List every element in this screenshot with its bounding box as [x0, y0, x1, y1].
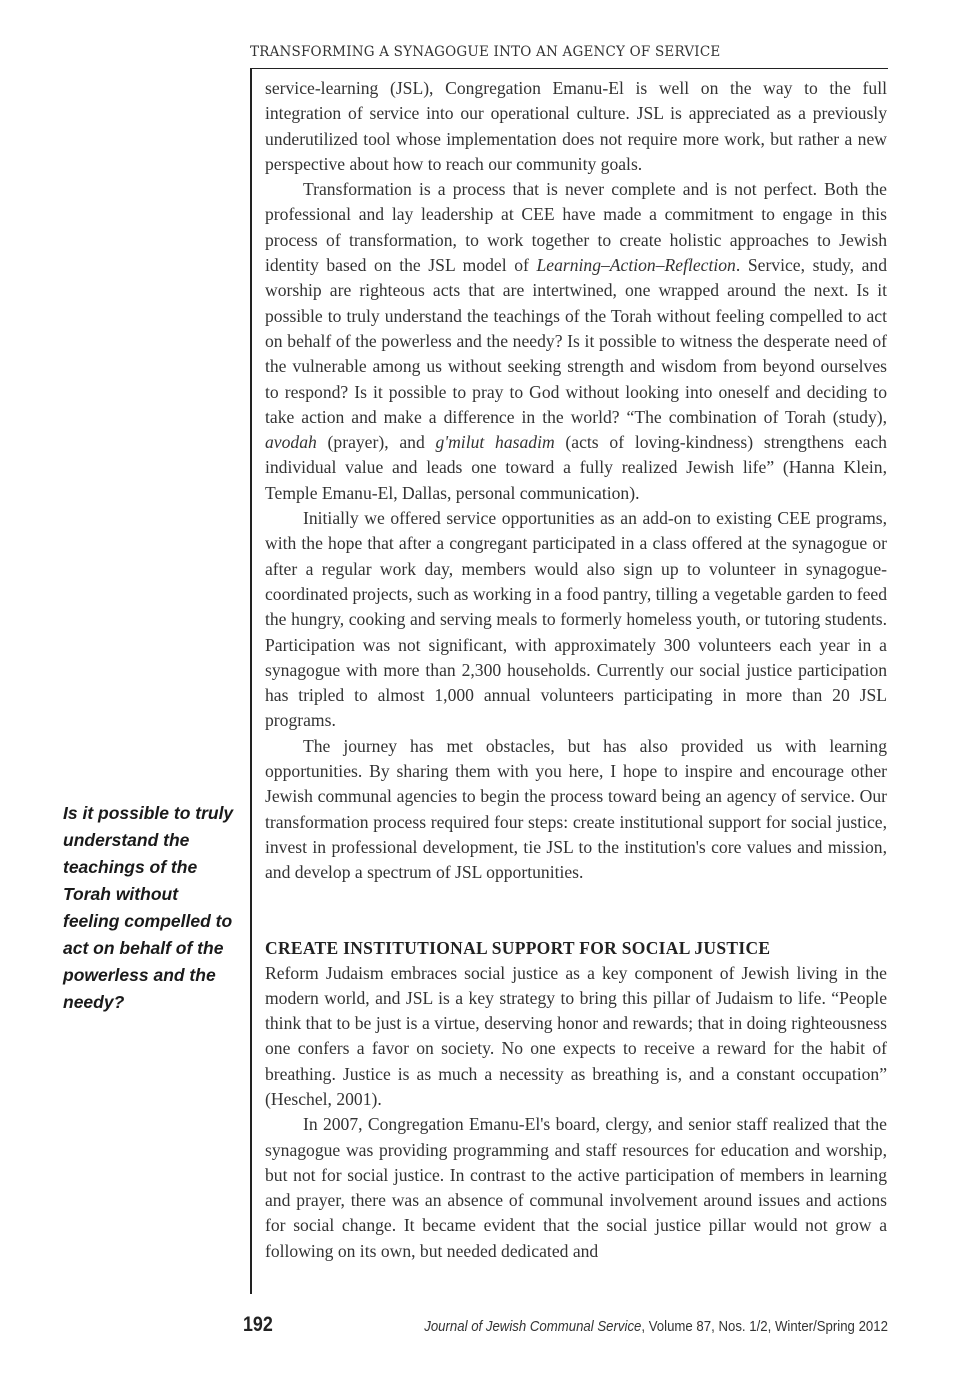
paragraph-2-text-g: (acts of loving-kindness) strengthens each individual value and leads one toward a fully realized Jewish life” (Hanna Klein, Temple Emanu-El, Dallas, personal communication). — [265, 432, 887, 503]
journal-citation — [424, 1318, 888, 1335]
paragraph-2-text-e: (prayer), and — [316, 432, 436, 453]
paragraph-1: service-learning (JSL), Congregation Emanu-El is well on the way to the full integration of service into our operational culture. JSL is appreciated as a previously underutilized tool whose implementation does not require more work, but rather a new perspective about how to reach our community goals. — [265, 78, 887, 174]
paragraph-5: Reform Judaism embraces social justice as a key component of Jewish living in the modern world, and JSL is a key strategy to bring this pillar of Judaism to life. “People think that to be just is a virtue, deserving honor and rewards; that in doing righteousness one confers a favor on society. No one expects to receive a reward for the habit of breathing. Justice is as much a necessity as breathing is, and a constant occupation” (Heschel, 2001). — [265, 962, 887, 1109]
header-rule — [250, 68, 888, 69]
paragraph-2-text-a: Transformation is a process that is never complete and is not perfect. Both the professional and lay leadership at CEE have made a commitment to engage in this process of transformation, to work together to create holistic approaches to Jewish identity based on the JSL model of — [265, 179, 887, 276]
term-gmilut-hasadim-italic: g'milut hasadim — [435, 432, 555, 453]
section-heading: CREATE INSTITUTIONAL SUPPORT FOR SOCIAL JUSTICE — [265, 937, 771, 958]
model-name-italic: Learning–Action–Reflection — [536, 255, 736, 276]
main-text-column — [265, 76, 887, 1264]
paragraph-2 — [265, 177, 887, 506]
paragraph-3: Initially we offered service opportunities as an add-on to existing CEE programs, with the hope that after a congregant participated in a class offered at the synagogue or after a regular work day, members would also sign up to volunteer in synagogue-coordinated projects, such as working in a food pantry, tilling a vegetable garden to feed the hungry, cooking and serving meals to formerly homeless youth, or tutoring students. Participation was not significant, with approximately 300 volunteers each year in a synagogue with more than 2,300 households. Currently our social justice participation has tripled to almost 1,000 annual volunteers participating in more than 20 JSL programs. — [265, 508, 887, 731]
paragraph-2-text-c: . Service, study, and worship are righteous acts that are intertwined, one wrapped around the next. Is it possible to truly understand the teachings of the Torah without feeling compelled to act on behalf of the powerless and the needy? Is it possible to witness the desperate need of the vulnerable among us without seeking strength and wisdom from beyond ourselves to respond? Is it possible to pray to God without looking into oneself and deciding to take action and make a difference in the world? “The combination of Torah (study), — [265, 255, 887, 427]
paragraph-4: The journey has met obstacles, but has also provided us with learning opportunities. By sharing them with you here, I hope to inspire and encourage other Jewish communal agencies to begin the process toward being an agency of service. Our transformation process required four steps: create institutional support for social justice, invest in professional development, tie JSL to the institution's core values and mission, and develop a spectrum of JSL opportunities. — [265, 735, 887, 883]
column-rule — [250, 68, 252, 1294]
paragraph-6: In 2007, Congregation Emanu-El's board, clergy, and senior staff realized that the synagogue was providing programming and staff resources for education and worship, but not for social justice. In contrast to the active participation of members in learning and prayer, there was an absence of communal involvement around issues and actions for social change. It became evident that the social justice pillar would not grow a following on its own, but needed dedicated and — [265, 1114, 887, 1261]
page-number: 192 — [243, 1313, 273, 1336]
journal-issue: , Volume 87, Nos. 1/2, Winter/Spring 2012 — [641, 1318, 888, 1335]
running-head: TRANSFORMING A SYNAGOGUE INTO AN AGENCY OF SERVICE — [250, 44, 721, 60]
journal-title: Journal of Jewish Communal Service — [424, 1318, 642, 1335]
pull-quote: Is it possible to truly understand the teachings of the Torah without feeling compelled to act on behalf of the powerless and the needy? — [63, 803, 234, 1012]
term-avodah-italic: avodah — [265, 432, 317, 453]
